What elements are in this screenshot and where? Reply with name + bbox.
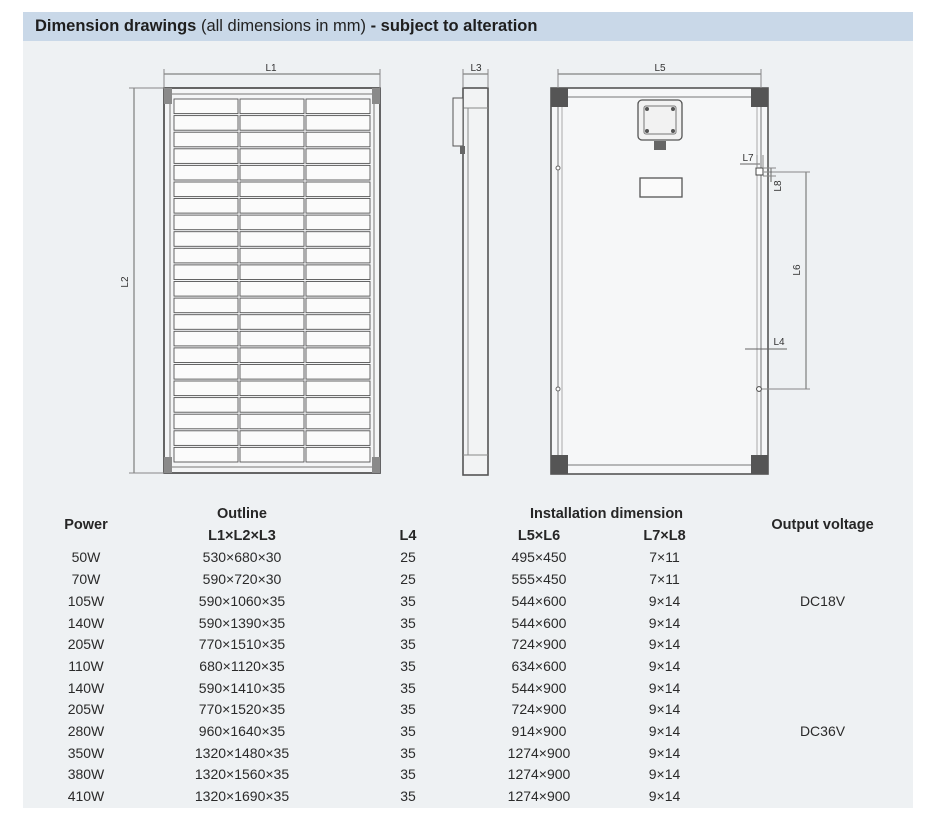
power-cell: 380W <box>67 766 105 783</box>
solar-cell <box>174 381 238 396</box>
l5l6-cell: 555×450 <box>511 571 567 588</box>
solar-cell <box>240 165 304 180</box>
solar-cell <box>306 215 370 230</box>
solar-cell <box>174 447 238 462</box>
l5l6-cell: 914×900 <box>511 723 567 740</box>
l4-cell: 25 <box>400 571 416 588</box>
solar-cell <box>174 398 238 413</box>
power-cell: 350W <box>67 744 105 761</box>
solar-cell <box>240 282 304 297</box>
solar-cell <box>306 447 370 462</box>
solar-cell <box>174 99 238 114</box>
solar-cell <box>306 381 370 396</box>
power-cell: 50W <box>71 549 101 566</box>
l7l8-cell: 7×11 <box>649 549 680 566</box>
solar-cell <box>174 265 238 280</box>
l7l8-cell: 9×14 <box>648 723 681 740</box>
mounting-hole <box>556 387 560 391</box>
l4-cell: 35 <box>400 744 416 761</box>
l4-cell: 35 <box>400 701 416 718</box>
l7l8-cell: 9×14 <box>648 788 681 805</box>
nameplate-label <box>640 178 682 197</box>
solar-cell <box>240 99 304 114</box>
solar-cell <box>306 348 370 363</box>
l7l8-cell: 9×14 <box>648 679 681 696</box>
solar-cell <box>174 298 238 313</box>
l4-cell: 35 <box>400 723 416 740</box>
corner-bracket <box>164 88 172 104</box>
cable-gland <box>654 141 666 150</box>
l4-cell: 35 <box>400 636 416 653</box>
solar-cell <box>240 298 304 313</box>
outline-cell: 590×1390×35 <box>198 614 286 631</box>
l7l8-cell: 7×11 <box>649 571 680 588</box>
solar-cell <box>306 99 370 114</box>
header-installation: Installation dimension <box>529 506 684 522</box>
header-voltage: Output voltage <box>771 516 874 533</box>
l7l8-cell: 9×14 <box>648 766 681 783</box>
l5l6-cell: 1274×900 <box>507 744 571 761</box>
power-cell: 105W <box>67 592 105 609</box>
l4-cell: 35 <box>400 679 416 696</box>
label-l7: L7 <box>742 153 754 164</box>
solar-cell <box>174 365 238 380</box>
solar-cell <box>240 199 304 214</box>
solar-cell <box>240 381 304 396</box>
label-l3: L3 <box>470 63 482 74</box>
mounting-hole <box>757 387 762 392</box>
l5l6-cell: 1274×900 <box>507 788 571 805</box>
solar-cell <box>240 331 304 346</box>
solar-cell <box>240 398 304 413</box>
solar-cell <box>240 348 304 363</box>
header-title: Dimension drawings <box>35 17 197 35</box>
mounting-hole <box>756 168 763 175</box>
solar-cell <box>174 165 238 180</box>
outline-cell: 770×1510×35 <box>198 636 286 653</box>
label-l1: L1 <box>265 63 277 74</box>
power-cell: 140W <box>67 614 105 631</box>
solar-cell <box>240 365 304 380</box>
l7l8-cell: 9×14 <box>648 636 681 653</box>
l5l6-cell: 1274×900 <box>507 766 571 783</box>
solar-cell <box>174 331 238 346</box>
header-units: (all dimensions in mm) <box>200 17 366 35</box>
l7l8-cell: 9×14 <box>648 701 681 718</box>
l4-cell: 35 <box>400 657 416 674</box>
solar-cell <box>240 132 304 147</box>
solar-cell <box>240 315 304 330</box>
l7l8-cell: 9×14 <box>648 592 681 609</box>
outline-cell: 680×1120×35 <box>199 657 285 674</box>
side-junction-box <box>453 98 463 146</box>
solar-cell <box>306 365 370 380</box>
outline-cell: 1320×1690×35 <box>194 788 290 805</box>
solar-cell <box>174 315 238 330</box>
solar-cell <box>306 149 370 164</box>
l4-cell: 35 <box>400 766 416 783</box>
side-connector <box>460 146 465 154</box>
solar-cell <box>240 265 304 280</box>
solar-cell <box>174 116 238 131</box>
power-cell: 280W <box>67 723 105 740</box>
l4-cell: 35 <box>400 592 416 609</box>
front-view <box>129 69 380 473</box>
junction-box-screw <box>645 129 649 133</box>
outline-cell: 1320×1560×35 <box>194 766 290 783</box>
solar-cell <box>240 149 304 164</box>
label-l4: L4 <box>773 337 785 348</box>
junction-box-screw <box>645 107 649 111</box>
label-l6: L6 <box>792 264 803 276</box>
outline-cell: 1320×1480×35 <box>194 744 290 761</box>
outline-cell: 590×1060×35 <box>198 592 286 609</box>
table-row <box>23 547 913 569</box>
header-l4: L4 <box>399 527 417 544</box>
outline-cell: 590×720×30 <box>202 571 282 588</box>
solar-cell <box>174 149 238 164</box>
outline-cell: 590×1410×35 <box>198 679 286 696</box>
label-l8: L8 <box>773 180 784 192</box>
power-cell: 140W <box>67 679 105 696</box>
solar-cell <box>306 199 370 214</box>
label-l5: L5 <box>654 63 666 74</box>
outline-cell: 530×680×30 <box>202 549 282 566</box>
solar-cell <box>306 165 370 180</box>
power-cell: 205W <box>67 701 105 718</box>
solar-cell <box>240 447 304 462</box>
l7l8-cell: 9×14 <box>648 744 681 761</box>
solar-cell <box>306 315 370 330</box>
junction-box-screw <box>671 129 675 133</box>
side-frame <box>463 88 488 475</box>
solar-cell <box>306 398 370 413</box>
corner-bracket <box>372 88 380 104</box>
corner-piece <box>751 88 768 107</box>
header-power: Power <box>64 516 108 533</box>
solar-cell <box>306 182 370 197</box>
corner-piece <box>751 455 768 474</box>
solar-cell <box>306 116 370 131</box>
l4-cell: 35 <box>400 788 416 805</box>
l5l6-cell: 544×600 <box>511 614 567 631</box>
label-l2: L2 <box>120 276 131 288</box>
side-view <box>453 69 488 475</box>
solar-cell <box>306 431 370 446</box>
outline-cell: 770×1520×35 <box>198 701 286 718</box>
voltage-cell: DC18V <box>799 592 846 609</box>
solar-cell <box>306 232 370 247</box>
solar-cell <box>306 265 370 280</box>
solar-cell <box>240 215 304 230</box>
solar-cell <box>174 199 238 214</box>
solar-cell <box>240 182 304 197</box>
solar-cell <box>174 431 238 446</box>
l5l6-cell: 634×600 <box>511 657 567 674</box>
solar-cell <box>174 414 238 429</box>
l5l6-cell: 544×600 <box>511 592 567 609</box>
solar-cell <box>174 248 238 263</box>
dimension-table <box>23 504 913 808</box>
l5l6-cell: 724×900 <box>511 636 567 653</box>
power-cell: 410W <box>67 788 105 805</box>
voltage-cell: DC36V <box>799 723 846 740</box>
solar-cell <box>174 348 238 363</box>
power-cell: 70W <box>71 571 101 588</box>
l4-cell: 25 <box>400 549 416 566</box>
corner-piece <box>551 88 568 107</box>
solar-cell <box>240 431 304 446</box>
junction-box-screw <box>671 107 675 111</box>
header-outline: Outline <box>217 506 267 522</box>
solar-cell <box>174 182 238 197</box>
table-body <box>23 547 913 807</box>
solar-cell <box>240 248 304 263</box>
back-view <box>551 69 810 474</box>
solar-cell <box>306 298 370 313</box>
solar-cell <box>174 232 238 247</box>
l5l6-cell: 495×450 <box>511 549 567 566</box>
solar-cell <box>240 232 304 247</box>
l5l6-cell: 544×900 <box>511 679 567 696</box>
solar-cell <box>240 414 304 429</box>
header-l7l8: L7×L8 <box>643 527 686 544</box>
power-cell: 205W <box>67 636 105 653</box>
solar-cell <box>240 116 304 131</box>
l5l6-cell: 724×900 <box>511 701 567 718</box>
outline-cell: 960×1640×35 <box>198 723 286 740</box>
corner-bracket <box>164 457 172 473</box>
l7l8-cell: 9×14 <box>648 614 681 631</box>
solar-cell <box>306 132 370 147</box>
solar-cell <box>174 215 238 230</box>
corner-piece <box>551 455 568 474</box>
solar-cell <box>306 282 370 297</box>
solar-cell <box>306 414 370 429</box>
table-row <box>23 656 913 678</box>
solar-cell <box>306 248 370 263</box>
l7l8-cell: 9×14 <box>648 657 681 674</box>
header-outline-sub: L1×L2×L3 <box>208 527 276 544</box>
mounting-hole <box>556 166 560 170</box>
header-l5l6: L5×L6 <box>517 527 561 544</box>
power-cell: 110W <box>68 657 104 674</box>
solar-cell <box>306 331 370 346</box>
solar-cell <box>174 282 238 297</box>
corner-bracket <box>372 457 380 473</box>
header-notice: - subject to alteration <box>370 17 538 35</box>
solar-cell <box>174 132 238 147</box>
l4-cell: 35 <box>400 614 416 631</box>
